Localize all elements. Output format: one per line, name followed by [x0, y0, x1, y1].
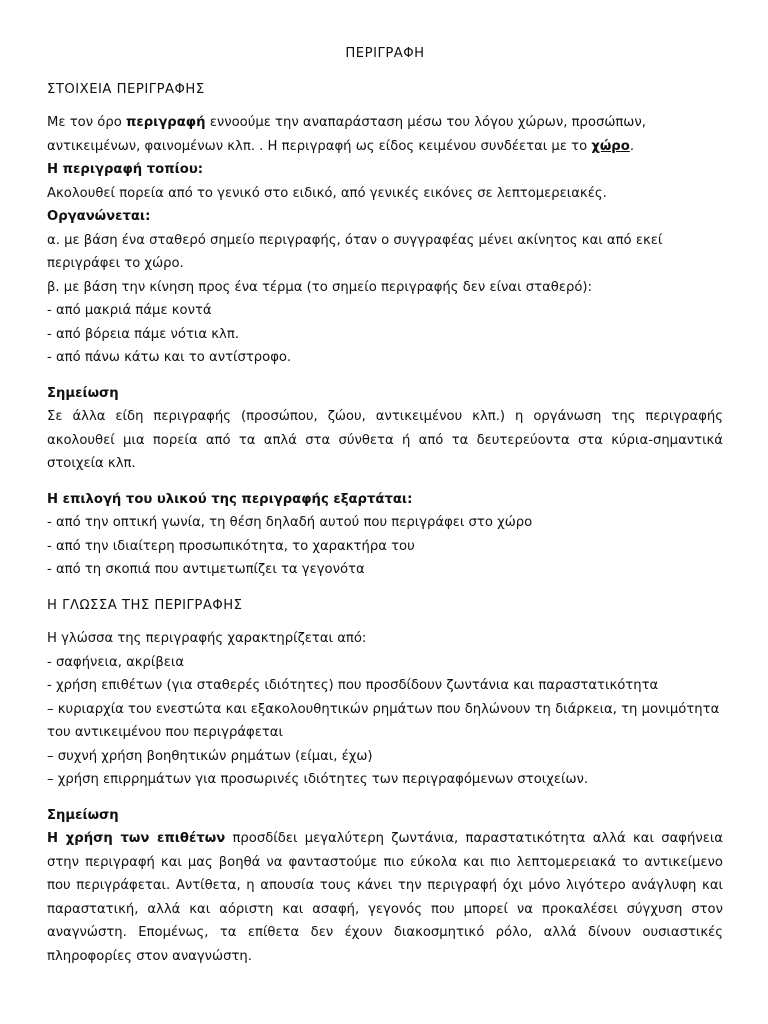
- note-heading: Σημείωση: [47, 385, 119, 401]
- note-paragraph: Σε άλλα είδη περιγραφής (προσώπου, ζώου, αντικειμένου κλπ.) η οργάνωση της περιγραφής ακολουθεί μια πορεία από τα απλά στα σύνθετα ή από τα δευτερεύοντα στα κύρια-σημαντικά στοιχεία κλπ.: [47, 409, 723, 471]
- document-title: ΠΕΡΙΓΡΑΦΗ: [345, 46, 425, 61]
- landscape-heading: Η περιγραφή τοπίου:: [47, 162, 204, 177]
- intro-paragraph: Με τον όρο περιγραφή εννοούμε την αναπαράσταση μέσω του λόγου χώρων, προσώπων, αντικειμένων, φαινομένων κλπ. . Η περιγραφή ως είδος κειμένου συνδέεται με το χώρο.: [47, 115, 646, 154]
- organization-line: - από μακριά πάμε κοντά: [47, 303, 212, 318]
- section-heading-language: Η ΓΛΩΣΣΑ ΤΗΣ ΠΕΡΙΓΡΑΦΗΣ: [47, 597, 243, 613]
- language-line: – κυριαρχία του ενεστώτα και εξακολουθητικών ρημάτων που δηλώνουν τη διάρκεια, τη μονιμότητα του αντικειμένου που περιγράφεται: [47, 701, 720, 740]
- term-description: περιγραφή: [125, 115, 206, 130]
- organization-line: β. με βάση την κίνηση προς ένα τέρμα (το σημείο περιγραφής δεν είναι σταθερό):: [47, 279, 592, 295]
- language-line: – χρήση επιρρημάτων για προσωρινές ιδιότητες των περιγραφόμενων στοιχείων.: [47, 772, 589, 787]
- material-choice-line: - από την οπτική γωνία, τη θέση δηλαδή αυτού που περιγράφει στο χώρο: [47, 515, 533, 530]
- organization-heading: Οργανώνεται:: [47, 209, 151, 224]
- language-line: – συχνή χρήση βοηθητικών ρημάτων (είμαι, έχω): [47, 748, 373, 764]
- document-page: [47, 42, 723, 968]
- note-adjectives-paragraph: Η χρήση των επιθέτων προσδίδει μεγαλύτερη ζωντάνια, παραστατικότητα αλλά και σαφήνεια στην περιγραφή και μας βοηθά να φανταστούμε πιο εύκολα και πιο λεπτομερειακά το αντικείμενο που περιγράφεται. Αντίθετα, η απουσία τους κάνει την περιγραφή όχι μόνο λιγότερο ανάγλυφη και παραστατική, αλλά και αόριστη και ασαφή, γεγονός που μπορεί να προκαλέσει σύγχυση στον αναγνώστη. Επομένως, τα επίθετα δεν έχουν διακοσμητικό ρόλο, αλλά δίνουν ουσιαστικές πληροφορίες στον αναγνώστη.: [47, 831, 723, 964]
- language-intro: Η γλώσσα της περιγραφής χαρακτηρίζεται από:: [47, 631, 367, 646]
- material-choice-line: - από τη σκοπιά που αντιμετωπίζει τα γεγονότα: [47, 562, 365, 577]
- language-line: - χρήση επιθέτων (για σταθερές ιδιότητες) που προσδίδουν ζωντάνια και παραστατικότητα: [47, 678, 659, 693]
- organization-line: - από βόρεια πάμε νότια κλπ.: [47, 326, 239, 342]
- note-heading: Σημείωση: [47, 807, 119, 823]
- language-line: - σαφήνεια, ακρίβεια: [47, 654, 185, 670]
- material-choice-line: - από την ιδιαίτερη προσωπικότητα, το χαρακτήρα του: [47, 538, 415, 554]
- section-heading-elements: ΣΤΟΙΧΕΙΑ ΠΕΡΙΓΡΑΦΗΣ: [47, 81, 205, 97]
- organization-line: - από πάνω κάτω και το αντίστροφο.: [47, 350, 292, 365]
- landscape-text: Ακολουθεί πορεία από το γενικό στο ειδικό, από γενικές εικόνες σε λεπτομερειακές.: [47, 185, 607, 201]
- term-space: χώρο: [591, 138, 630, 154]
- material-choice-heading: Η επιλογή του υλικού της περιγραφής εξαρτάται:: [47, 491, 413, 507]
- organization-line: α. με βάση ένα σταθερό σημείο περιγραφής, όταν ο συγγραφέας μένει ακίνητος και από εκεί περιγράφει το χώρο.: [47, 232, 663, 271]
